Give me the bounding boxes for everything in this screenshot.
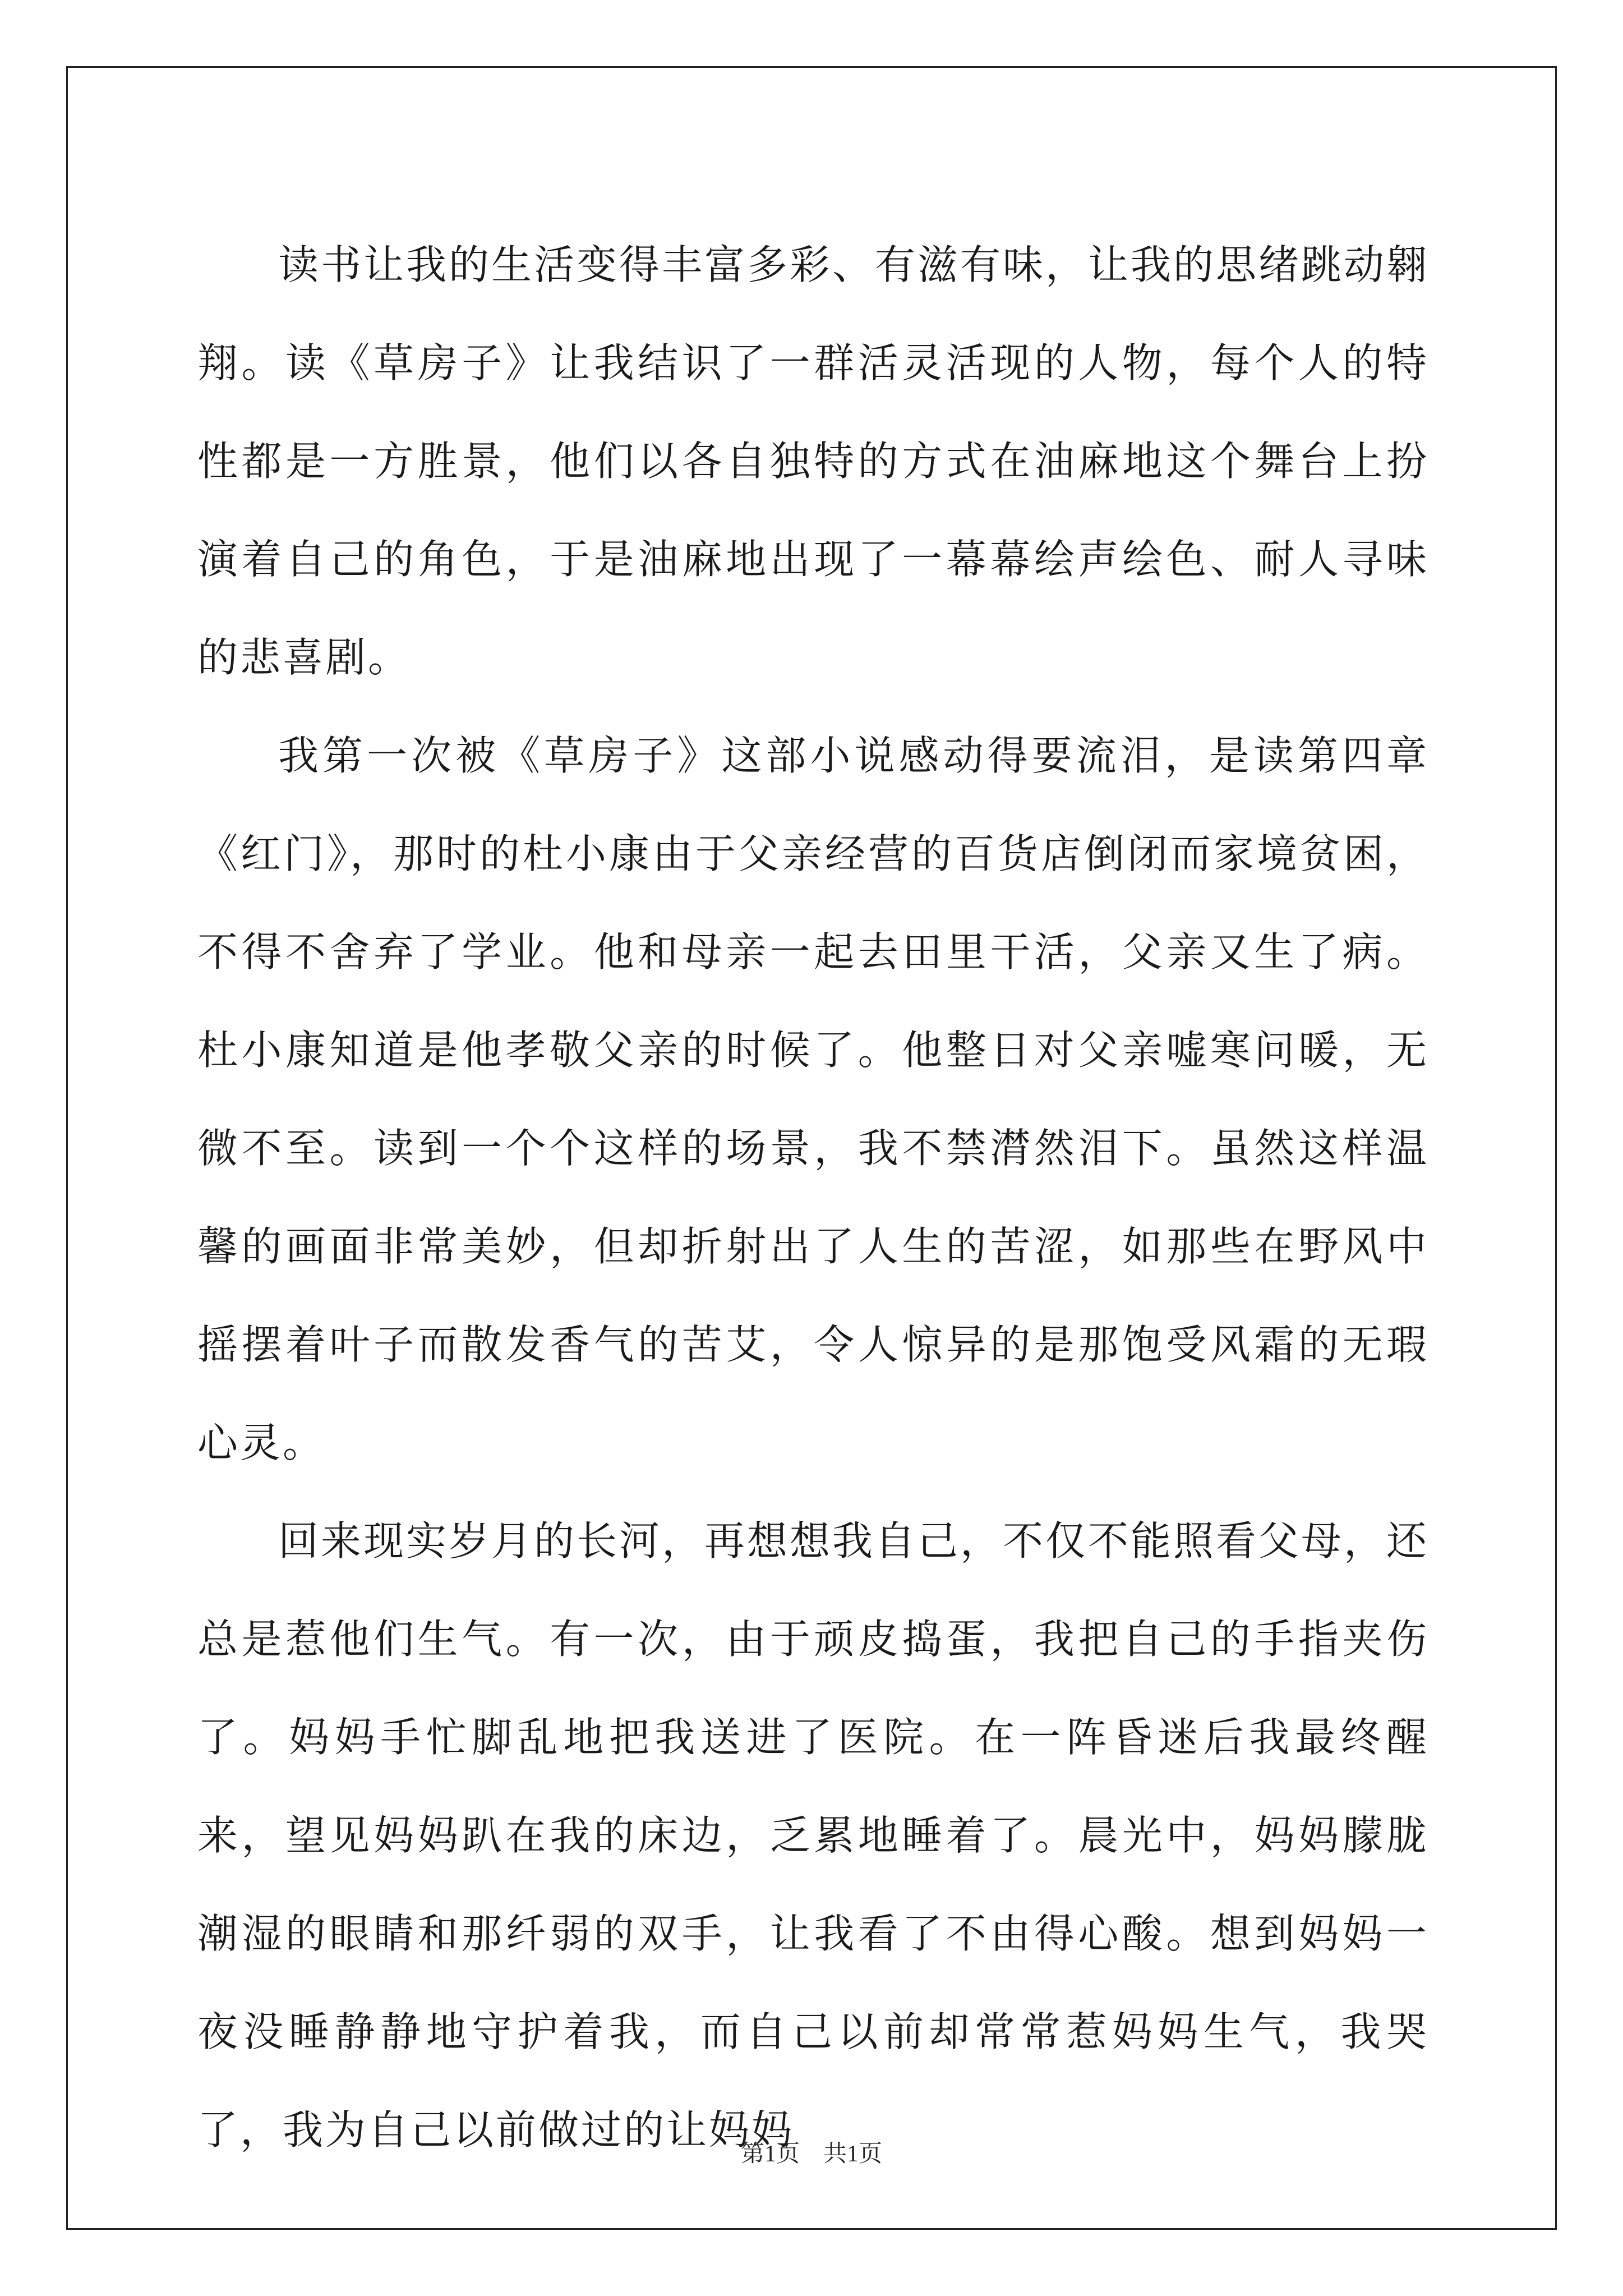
document-body bbox=[197, 216, 1429, 2179]
paragraph-1: 读书让我的生活变得丰富多彩、有滋有味，让我的思绪跳动翱翔。读《草房子》让我结识了一群活灵活现的人物，每个人的特性都是一方胜景，他们以各自独特的方式在油麻地这个舞台上扮演着自己的角色，于是油麻地出现了一幕幕绘声绘色、耐人寻味的悲喜剧。 bbox=[197, 241, 1430, 681]
paragraph-2: 我第一次被《草房子》这部小说感动得要流泪，是读第四章《红门》，那时的杜小康由于父亲经营的百货店倒闭而家境贫困，不得不舍弃了学业。他和母亲一起去田里干活，父亲又生了病。杜小康知道是他孝敬父亲的时候了。他整日对父亲嘘寒问暖，无微不至。读到一个个这样的场景，我不禁潸然泪下。虽然这样温馨的画面非常美妙，但却折射出了人生的苦涩，如那些在野风中摇摆着叶子而散发香气的苦艾，令人惊异的是那饱受风霜的无瑕心灵。 bbox=[197, 732, 1429, 1466]
paragraph-3: 回来现实岁月的长河，再想想我自己，不仅不能照看父母，还总是惹他们生气。有一次，由于顽皮捣蛋，我把自己的手指夹伤了。妈妈手忙脚乱地把我送进了医院。在一阵昏迷后我最终醒来，望见妈妈趴在我的床边，乏累地睡着了。晨光中，妈妈朦胧潮湿的眼睛和那纤弱的双手，让我看了不由得心酸。想到妈妈一夜没睡静静地守护着我，而自己以前却常常惹妈妈生气，我哭了，我为自己以前做过的让妈妈 bbox=[197, 1517, 1430, 2154]
page-footer: 第1页 共1页 bbox=[740, 2141, 882, 2167]
